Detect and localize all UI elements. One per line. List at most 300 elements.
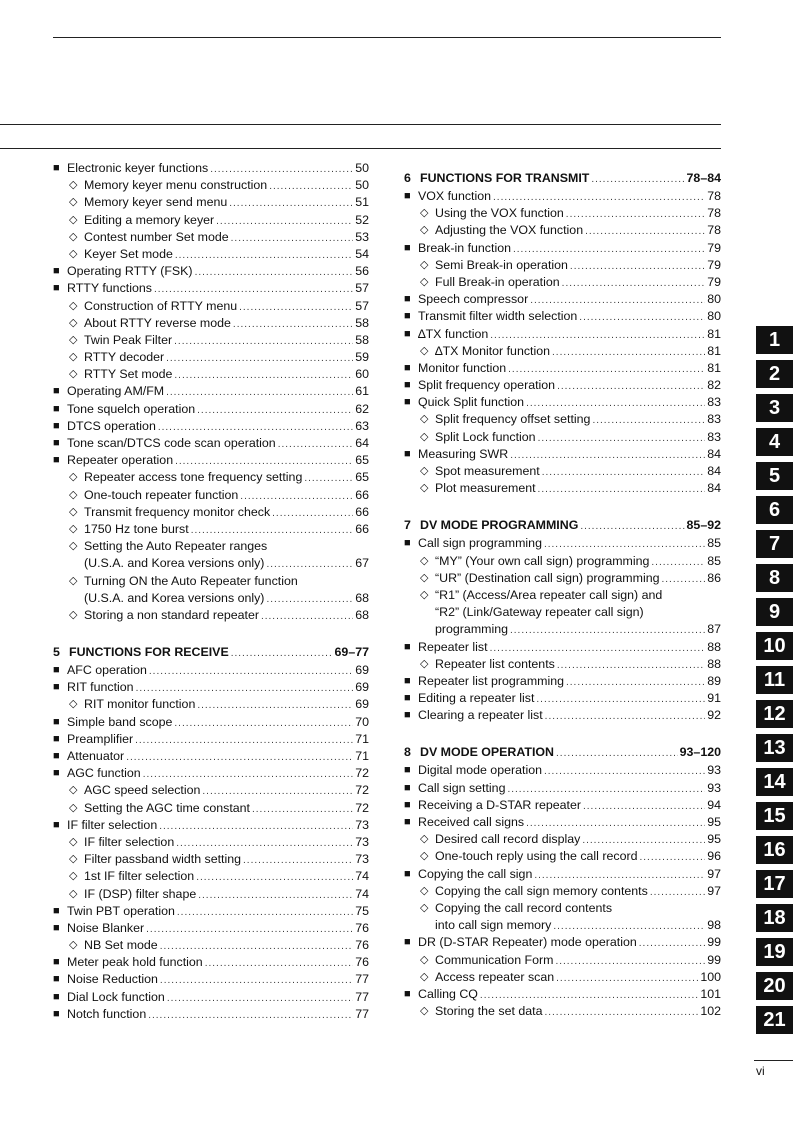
- page-range: 69–77: [334, 645, 369, 660]
- entry-title: Repeater access tone frequency setting: [84, 470, 303, 485]
- square-bullet-icon: ■: [404, 867, 411, 880]
- toc-entry[interactable]: [404, 446, 721, 463]
- entry-page: 53: [355, 229, 369, 244]
- leader-dots: [490, 327, 705, 344]
- entry-title: ∆TX function: [418, 326, 489, 341]
- toc-section-heading[interactable]: [404, 168, 721, 188]
- entry-page: 74: [355, 886, 369, 901]
- toc-entry[interactable]: [53, 817, 369, 834]
- section-number: 7: [404, 518, 411, 533]
- toc-right-column: [404, 160, 721, 1020]
- leader-dots: [202, 783, 353, 800]
- leader-dots: [239, 299, 353, 316]
- leader-dots: [174, 367, 353, 384]
- diamond-bullet-icon: ◇: [69, 179, 78, 192]
- entry-title: Tone squelch operation: [67, 401, 196, 416]
- entry-page: 87: [707, 622, 721, 637]
- leader-dots: [536, 691, 705, 708]
- toc-entry[interactable]: [53, 731, 369, 748]
- leader-dots: [556, 970, 698, 987]
- toc-entry[interactable]: [404, 780, 721, 797]
- toc-entry[interactable]: [53, 504, 369, 521]
- toc-entry[interactable]: [53, 851, 369, 868]
- toc-entry[interactable]: [404, 604, 721, 621]
- toc-entry[interactable]: [53, 1006, 369, 1023]
- entry-title: Dial Lock function: [67, 989, 165, 1004]
- section-number: 6: [404, 171, 411, 185]
- leader-dots: [160, 938, 354, 955]
- toc-entry[interactable]: [404, 917, 721, 934]
- leader-dots: [591, 170, 684, 190]
- toc-entry[interactable]: [53, 662, 369, 679]
- toc-entry[interactable]: [404, 969, 721, 986]
- toc-entry[interactable]: [53, 246, 369, 263]
- entry-title: RIT function: [67, 680, 134, 695]
- leader-dots: [544, 763, 705, 780]
- leader-dots: [154, 281, 353, 298]
- toc-entry[interactable]: [53, 435, 369, 452]
- toc-entry[interactable]: [404, 762, 721, 779]
- toc-entry[interactable]: [53, 315, 369, 332]
- diamond-bullet-icon: ◇: [69, 853, 78, 866]
- leader-dots: [552, 344, 705, 361]
- leader-dots: [195, 264, 354, 281]
- chapter-tab[interactable]: 4: [756, 428, 793, 456]
- toc-entry[interactable]: [404, 377, 721, 394]
- entry-title: RIT monitor function: [84, 697, 196, 712]
- toc-entry[interactable]: [53, 212, 369, 229]
- leader-dots: [233, 316, 353, 333]
- entry-page: 70: [355, 714, 369, 729]
- entry-title: Twin Peak Filter: [84, 332, 173, 347]
- toc-section-heading[interactable]: [404, 515, 721, 535]
- toc-entry[interactable]: [53, 782, 369, 799]
- entry-page: 67: [355, 556, 369, 571]
- chapter-tab[interactable]: 17: [756, 870, 793, 898]
- entry-page: 86: [707, 570, 721, 585]
- entry-title: One-touch repeater function: [84, 487, 239, 502]
- diamond-bullet-icon: ◇: [69, 196, 78, 209]
- toc-entry[interactable]: [404, 222, 721, 239]
- toc-entry[interactable]: [404, 411, 721, 428]
- leader-dots: [592, 412, 705, 429]
- entry-page: 93: [707, 763, 721, 778]
- toc-entry[interactable]: [404, 1003, 721, 1020]
- header-rule-lower: [0, 148, 721, 149]
- diamond-bullet-icon: ◇: [420, 224, 429, 237]
- toc-entry[interactable]: [404, 343, 721, 360]
- square-bullet-icon: ■: [404, 936, 411, 949]
- leader-dots: [176, 835, 353, 852]
- leader-dots: [555, 953, 705, 970]
- leader-dots: [210, 161, 353, 178]
- toc-entry[interactable]: [404, 257, 721, 274]
- entry-page: 93: [707, 780, 721, 795]
- diamond-bullet-icon: ◇: [69, 316, 78, 329]
- diamond-bullet-icon: ◇: [420, 850, 429, 863]
- section-number: 8: [404, 745, 411, 760]
- leader-dots: [557, 378, 705, 395]
- diamond-bullet-icon: ◇: [69, 698, 78, 711]
- toc-entry[interactable]: [404, 188, 721, 205]
- toc-section-heading[interactable]: [53, 642, 369, 662]
- toc-entry[interactable]: [53, 383, 369, 400]
- entry-title: Full Break-in operation: [435, 274, 560, 289]
- toc-entry[interactable]: [404, 707, 721, 724]
- toc-entry[interactable]: [53, 886, 369, 903]
- square-bullet-icon: ■: [53, 818, 60, 831]
- toc-entry[interactable]: [53, 607, 369, 624]
- toc-entry[interactable]: [53, 954, 369, 971]
- entry-title: Noise Blanker: [67, 920, 145, 935]
- section-title: FUNCTIONS FOR TRANSMIT: [420, 171, 590, 185]
- toc-entry[interactable]: [404, 883, 721, 900]
- entry-page: 68: [355, 590, 369, 605]
- diamond-bullet-icon: ◇: [420, 833, 429, 846]
- entry-title: AFC operation: [67, 663, 147, 678]
- chapter-tab[interactable]: 19: [756, 938, 793, 966]
- entry-page: 58: [355, 315, 369, 330]
- leader-dots: [231, 644, 333, 664]
- diamond-bullet-icon: ◇: [420, 344, 429, 357]
- toc-entry[interactable]: [404, 621, 721, 638]
- entry-page: 79: [707, 274, 721, 289]
- toc-entry[interactable]: [53, 401, 369, 418]
- entry-page: 73: [355, 834, 369, 849]
- entry-title: Break-in function: [418, 240, 511, 255]
- section-title: FUNCTIONS FOR RECEIVE: [69, 645, 229, 660]
- entry-title: Repeater list programming: [418, 673, 564, 688]
- diamond-bullet-icon: ◇: [69, 540, 78, 553]
- entry-page: 84: [707, 464, 721, 478]
- chapter-tab[interactable]: 20: [756, 972, 793, 1000]
- entry-page: 77: [355, 989, 369, 1004]
- entry-page: 76: [355, 955, 369, 970]
- square-bullet-icon: ■: [53, 419, 60, 432]
- entry-title: Meter peak hold function: [67, 955, 203, 970]
- diamond-bullet-icon: ◇: [420, 884, 429, 897]
- entry-page: 73: [355, 852, 369, 867]
- toc-entry[interactable]: [404, 587, 721, 604]
- toc-entry[interactable]: [404, 866, 721, 883]
- toc-entry[interactable]: [404, 308, 721, 325]
- leader-dots: [231, 230, 354, 247]
- leader-dots: [557, 657, 705, 674]
- chapter-tab[interactable]: 18: [756, 904, 793, 932]
- chapter-tab[interactable]: 3: [756, 394, 793, 422]
- diamond-bullet-icon: ◇: [69, 213, 78, 226]
- entry-page: 79: [707, 257, 721, 272]
- page-range: 93–120: [679, 745, 721, 760]
- entry-title: Split Lock function: [435, 429, 536, 444]
- leader-dots: [158, 419, 353, 436]
- toc-entry[interactable]: [53, 920, 369, 937]
- entry-title: Transmit filter width selection: [418, 309, 578, 324]
- chapter-tab[interactable]: 1: [756, 326, 793, 354]
- toc-entry[interactable]: [53, 332, 369, 349]
- chapter-tab[interactable]: 5: [756, 462, 793, 490]
- diamond-bullet-icon: ◇: [420, 970, 429, 983]
- entry-page: 78: [707, 189, 721, 203]
- entry-page: 81: [707, 343, 721, 358]
- leader-dots: [146, 921, 353, 938]
- chapter-tab[interactable]: 16: [756, 836, 793, 864]
- entry-title: DTCS operation: [67, 418, 156, 433]
- square-bullet-icon: ■: [404, 293, 411, 306]
- entry-page: 88: [707, 656, 721, 671]
- toc-entry[interactable]: [53, 366, 369, 383]
- entry-title: AGC speed selection: [84, 783, 201, 798]
- leader-dots: [266, 591, 353, 608]
- toc-entry[interactable]: [404, 360, 721, 377]
- page-number-rule: [754, 1060, 793, 1061]
- square-bullet-icon: ■: [404, 692, 411, 705]
- toc-entry[interactable]: [53, 177, 369, 194]
- entry-title: (U.S.A. and Korea versions only): [84, 556, 265, 571]
- leader-dots: [191, 522, 354, 539]
- diamond-bullet-icon: ◇: [69, 299, 78, 312]
- diamond-bullet-icon: ◇: [69, 247, 78, 260]
- toc-entry[interactable]: [53, 349, 369, 366]
- toc-entry[interactable]: [53, 521, 369, 538]
- entry-title: VOX function: [418, 189, 492, 203]
- toc-entry[interactable]: [53, 937, 369, 954]
- toc-entry[interactable]: [53, 487, 369, 504]
- entry-page: 95: [707, 832, 721, 847]
- leader-dots: [580, 517, 684, 537]
- entry-page: 77: [355, 1006, 369, 1021]
- toc-entry[interactable]: [404, 656, 721, 673]
- toc-entry[interactable]: [53, 194, 369, 211]
- leader-dots: [651, 554, 705, 571]
- entry-page: 85: [707, 536, 721, 551]
- leader-dots: [148, 1007, 353, 1024]
- entry-page: 97: [707, 866, 721, 881]
- toc-entry[interactable]: [404, 326, 721, 343]
- entry-page: 68: [355, 607, 369, 622]
- toc-entry[interactable]: [404, 553, 721, 570]
- entry-title: 1750 Hz tone burst: [84, 521, 189, 536]
- entry-page: 71: [355, 749, 369, 763]
- toc-left-column: [53, 160, 369, 1023]
- entry-title: Keyer Set mode: [84, 246, 173, 261]
- chapter-tab[interactable]: 12: [756, 700, 793, 728]
- page-range: 85–92: [686, 518, 721, 533]
- entry-title: RTTY functions: [67, 281, 152, 296]
- entry-page: 96: [707, 849, 721, 864]
- toc-entry[interactable]: [53, 989, 369, 1006]
- toc-entry[interactable]: [404, 673, 721, 690]
- entry-page: 73: [355, 817, 369, 832]
- toc-entry[interactable]: [404, 934, 721, 951]
- leader-dots: [126, 749, 353, 766]
- entry-title: Semi Break-in operation: [435, 257, 568, 272]
- toc-entry[interactable]: [404, 848, 721, 865]
- square-bullet-icon: ■: [53, 904, 60, 917]
- entry-title: Measuring SWR: [418, 446, 509, 461]
- leader-dots: [553, 918, 705, 935]
- square-bullet-icon: ■: [404, 987, 411, 1000]
- toc-entry[interactable]: [53, 714, 369, 731]
- toc-entry[interactable]: [53, 679, 369, 696]
- chapter-tab[interactable]: 14: [756, 768, 793, 796]
- toc-entry[interactable]: [404, 690, 721, 707]
- diamond-bullet-icon: ◇: [420, 430, 429, 443]
- chapter-tab[interactable]: 10: [756, 632, 793, 660]
- entry-page: 51: [355, 195, 369, 210]
- entry-title: Repeater list contents: [435, 656, 555, 671]
- leader-dots: [240, 488, 353, 505]
- toc-entry[interactable]: [53, 298, 369, 315]
- toc-entry[interactable]: [53, 573, 369, 590]
- entry-title: Received call signs: [418, 815, 525, 829]
- leader-dots: [570, 258, 705, 275]
- diamond-bullet-icon: ◇: [69, 835, 78, 848]
- toc-entry[interactable]: [404, 900, 721, 917]
- chapter-tab[interactable]: 13: [756, 734, 793, 762]
- entry-page: 80: [707, 292, 721, 307]
- entry-page: 69: [355, 680, 369, 695]
- toc-entry[interactable]: [53, 280, 369, 297]
- chapter-tab[interactable]: 15: [756, 802, 793, 830]
- leader-dots: [530, 292, 705, 309]
- entry-title: Editing a memory keyer: [84, 212, 215, 227]
- leader-dots: [174, 333, 353, 350]
- entry-title: Construction of RTTY menu: [84, 298, 238, 313]
- toc-entry[interactable]: [404, 814, 721, 831]
- toc-entry[interactable]: [404, 429, 721, 446]
- chapter-tab[interactable]: 21: [756, 1006, 793, 1034]
- leader-dots: [177, 904, 353, 921]
- leader-dots: [205, 955, 354, 972]
- toc-entry[interactable]: [53, 696, 369, 713]
- square-bullet-icon: ■: [53, 767, 60, 780]
- toc-entry[interactable]: [53, 748, 369, 765]
- diamond-bullet-icon: ◇: [420, 258, 429, 271]
- entry-page: 65: [355, 470, 369, 485]
- diamond-bullet-icon: ◇: [420, 1005, 429, 1018]
- toc-section-heading[interactable]: [404, 742, 721, 762]
- toc-entry[interactable]: [53, 418, 369, 435]
- toc-entry[interactable]: [404, 570, 721, 587]
- toc-entry[interactable]: [53, 160, 369, 177]
- entry-page: 92: [707, 708, 721, 723]
- toc-entry[interactable]: [404, 291, 721, 308]
- leader-dots: [197, 697, 353, 714]
- entry-page: 56: [355, 264, 369, 279]
- entry-title: Quick Split function: [418, 395, 525, 410]
- toc-entry[interactable]: [404, 535, 721, 552]
- toc-entry[interactable]: [404, 797, 721, 814]
- section-number: 5: [53, 645, 60, 660]
- toc-entry[interactable]: [53, 971, 369, 988]
- square-bullet-icon: ■: [404, 361, 411, 374]
- toc-entry[interactable]: [53, 229, 369, 246]
- chapter-tab[interactable]: 8: [756, 564, 793, 592]
- toc-entry[interactable]: [404, 274, 721, 291]
- leader-dots: [510, 622, 705, 639]
- leader-dots: [562, 275, 706, 292]
- toc-entry[interactable]: [404, 394, 721, 411]
- entry-page: 98: [707, 918, 721, 933]
- entry-page: 61: [355, 384, 369, 399]
- toc-entry[interactable]: [404, 480, 721, 497]
- leader-dots: [175, 453, 353, 470]
- square-bullet-icon: ■: [404, 327, 411, 340]
- square-bullet-icon: ■: [53, 282, 60, 295]
- entry-title: Notch function: [67, 1006, 147, 1021]
- toc-entry[interactable]: [53, 834, 369, 851]
- header-rule: [0, 124, 721, 125]
- entry-page: 101: [700, 986, 721, 1001]
- diamond-bullet-icon: ◇: [69, 574, 78, 587]
- leader-dots: [243, 852, 353, 869]
- toc-entry[interactable]: [53, 765, 369, 782]
- toc-entry[interactable]: [404, 831, 721, 848]
- entry-page: 78: [707, 223, 721, 238]
- chapter-tab[interactable]: 11: [756, 666, 793, 694]
- toc-entry[interactable]: [53, 903, 369, 920]
- toc-entry[interactable]: [404, 205, 721, 222]
- entry-page: 76: [355, 938, 369, 953]
- leader-dots: [278, 436, 354, 453]
- entry-title: Contest number Set mode: [84, 229, 229, 244]
- toc-entry[interactable]: [53, 263, 369, 280]
- toc-entry[interactable]: [404, 639, 721, 656]
- entry-title: Clearing a repeater list: [418, 708, 543, 723]
- chapter-tab[interactable]: 2: [756, 360, 793, 388]
- toc-entry[interactable]: [53, 800, 369, 817]
- toc-entry[interactable]: [53, 538, 369, 555]
- diamond-bullet-icon: ◇: [69, 522, 78, 535]
- square-bullet-icon: ■: [53, 265, 60, 278]
- entry-page: 81: [707, 360, 721, 375]
- toc-entry[interactable]: [53, 590, 369, 607]
- leader-dots: [542, 464, 706, 481]
- entry-title: Call sign setting: [418, 780, 506, 795]
- entry-page: 72: [355, 800, 369, 815]
- entry-title: “MY” (Your own call sign) programming: [435, 553, 650, 568]
- chapter-tab[interactable]: 9: [756, 598, 793, 626]
- entry-title: Monitor function: [418, 360, 507, 375]
- entry-page: 99: [707, 952, 721, 967]
- toc-entry[interactable]: [404, 986, 721, 1003]
- toc-entry[interactable]: [404, 952, 721, 969]
- leader-dots: [526, 395, 705, 412]
- toc-entry[interactable]: [53, 452, 369, 469]
- toc-entry[interactable]: [53, 868, 369, 885]
- chapter-tab[interactable]: 6: [756, 496, 793, 524]
- entry-title: Simple band scope: [67, 714, 173, 729]
- entry-page: 88: [707, 639, 721, 654]
- entry-title: Plot measurement: [435, 481, 536, 496]
- toc-entry[interactable]: [404, 240, 721, 257]
- entry-title: IF filter selection: [67, 817, 158, 832]
- chapter-tab[interactable]: 7: [756, 530, 793, 558]
- leader-dots: [534, 867, 705, 884]
- toc-entry[interactable]: [404, 463, 721, 480]
- diamond-bullet-icon: ◇: [69, 368, 78, 381]
- entry-title: Copying the call sign memory contents: [435, 883, 648, 898]
- square-bullet-icon: ■: [53, 437, 60, 449]
- leader-dots: [269, 178, 353, 195]
- toc-entry[interactable]: [53, 555, 369, 572]
- toc-entry[interactable]: [53, 469, 369, 486]
- leader-dots: [135, 732, 353, 749]
- leader-dots: [160, 972, 353, 989]
- entry-page: 75: [355, 903, 369, 918]
- leader-dots: [579, 309, 705, 326]
